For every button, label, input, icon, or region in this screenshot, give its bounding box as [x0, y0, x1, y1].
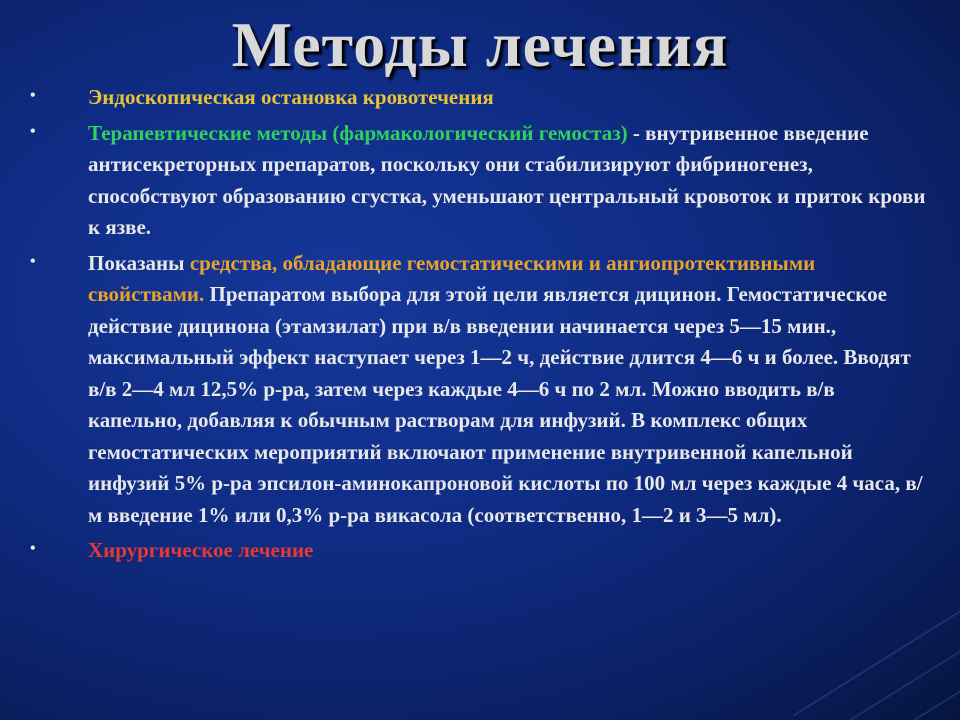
list-item — [28, 535, 928, 567]
item-indicated-text: Препаратом выбора для этой цели является дицинон. Гемостатическое действие дицинона (этамзилат) при в/в введении начинается через 5—15 мин., максимальный эффект наступает через 1—2 ч, действие длится 4—6 ч и более. Вводят в/в 2—4 мл 12,5% р-ра, затем через каждые 4—6 ч по 2 мл. Можно вводить в/в капельно, добавляя к обычным растворам для инфузий. В комплекс общих гемостатических мероприятий включают применение внутривенной капельной инфузий 5% р-ра эпсилон-аминокапроновой кислоты по 100 мл через каждые 4 часа, в/м введение 1% или 0,3% р-ра викасола (соответственно, 1—2 и 3—5 мл). — [88, 282, 923, 527]
item-therapeutic-text: - внутривенное введение антисекреторных препаратов, поскольку они стабилизируют фибриногенез, способствуют образованию сгустка, уменьшают центральный кровоток и приток крови к язве. — [88, 120, 926, 239]
item-therapeutic-heading: Терапевтические методы (фармакологический гемостаз) — [88, 120, 628, 145]
bullet-icon: • — [30, 122, 36, 140]
slide-title: Методы лечения — [231, 9, 729, 80]
bullet-list — [28, 82, 928, 567]
item-surgical: Хирургическое лечение — [88, 538, 314, 562]
bullet-icon: • — [30, 540, 36, 557]
list-item — [28, 118, 928, 244]
item-endoscopic: Эндоскопическая остановка кровотечения — [88, 85, 494, 109]
bullet-icon: • — [30, 252, 36, 270]
item-indicated-highlight: средства, обладающие гемостатическими и ангиопротективными свойствами. — [88, 250, 816, 306]
item-indicated-prefix: Показаны — [88, 250, 190, 275]
bullet-icon: • — [30, 87, 36, 104]
list-item — [28, 248, 928, 532]
list-item — [28, 82, 928, 114]
